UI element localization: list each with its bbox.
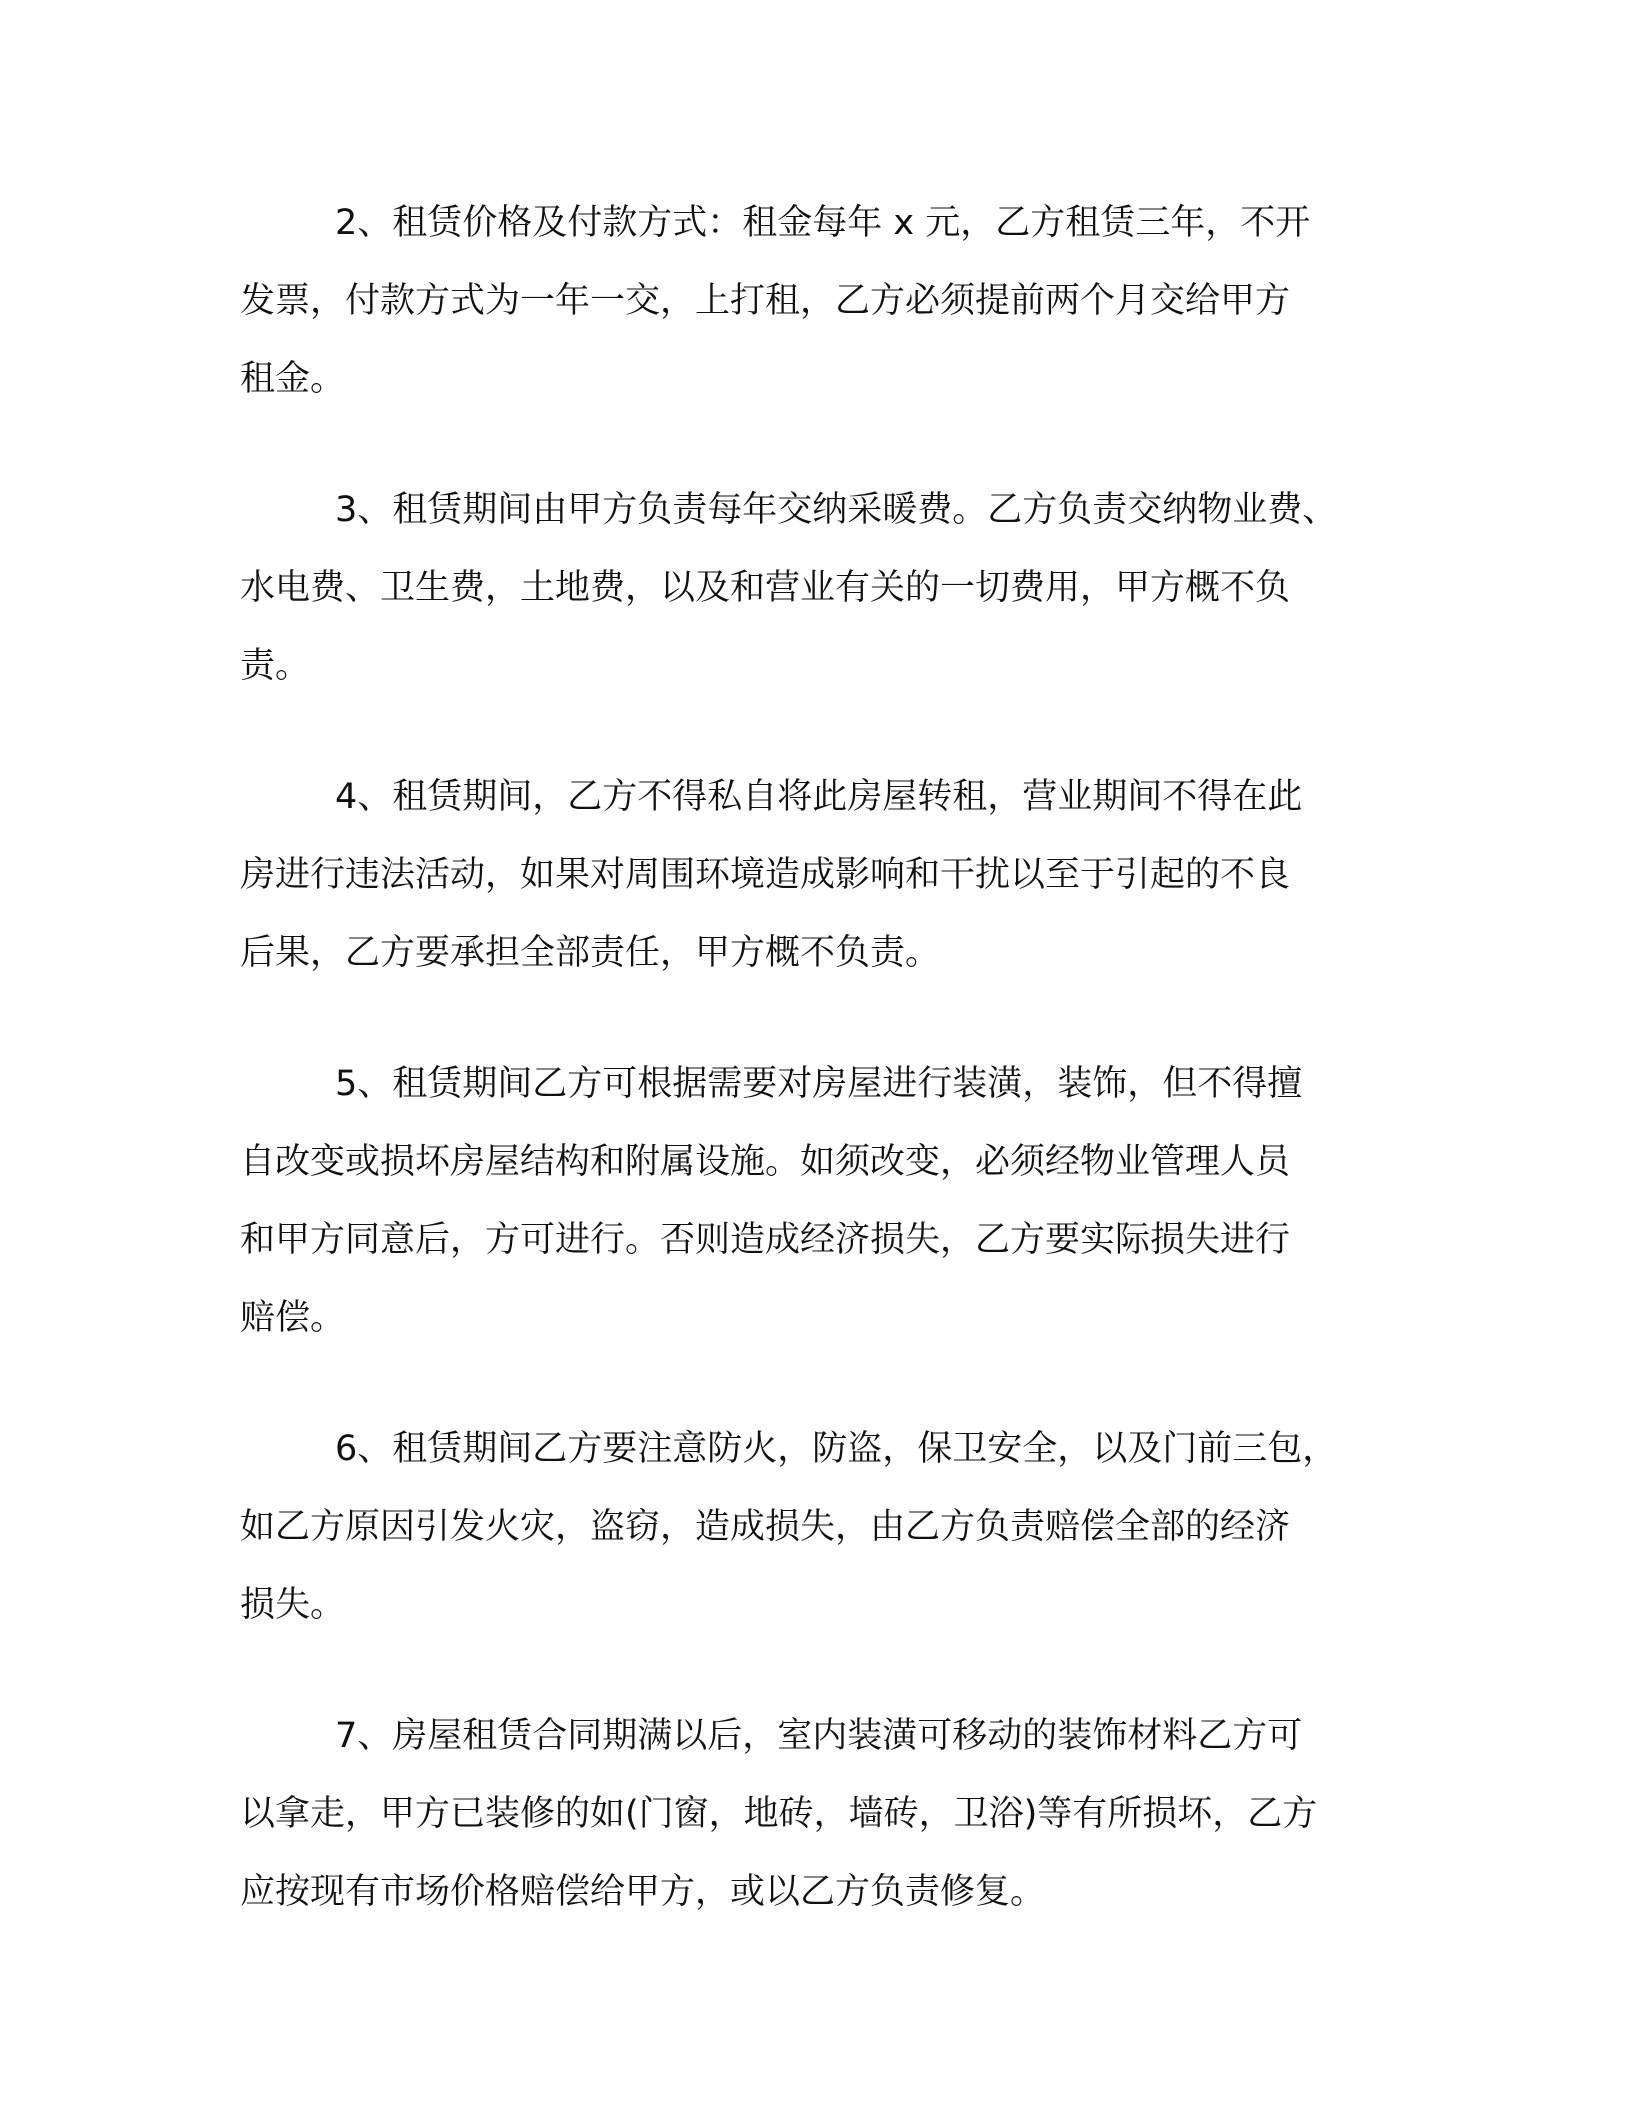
clause-7	[240, 1697, 1380, 1931]
clause-line: 自改变或损坏房屋结构和附属设施。如须改变，必须经物业管理人员	[240, 1142, 1291, 1182]
clause-line: 5、租赁期间乙方可根据需要对房屋进行装潢，装饰，但不得擅	[335, 1064, 1303, 1104]
clause-line: 水电费、卫生费，土地费，以及和营业有关的一切费用，甲方概不负	[240, 568, 1291, 608]
clause-line: 责。	[240, 646, 311, 686]
clause-line: 应按现有市场价格赔偿给甲方，或以乙方负责修复。	[240, 1872, 1046, 1912]
document-body	[240, 184, 1380, 1984]
clause-line: 4、租赁期间，乙方不得私自将此房屋转租，营业期间不得在此	[335, 777, 1303, 817]
clause-line: 3、租赁期间由甲方负责每年交纳采暖费。乙方负责交纳物业费、	[335, 490, 1338, 530]
clause-line: 6、租赁期间乙方要注意防火，防盗，保卫安全，以及门前三包，	[335, 1429, 1338, 1469]
clause-4	[240, 758, 1380, 992]
clause-line: 损失。	[240, 1585, 346, 1625]
clause-line: 2、租赁价格及付款方式：租金每年 x 元，乙方租赁三年，不开	[335, 203, 1311, 243]
clause-line: 后果，乙方要承担全部责任，甲方概不负责。	[240, 933, 941, 973]
clause-line: 发票，付款方式为一年一交，上打租，乙方必须提前两个月交给甲方	[240, 281, 1291, 321]
clause-line: 租金。	[240, 359, 346, 399]
clause-6	[240, 1410, 1380, 1644]
clause-line: 如乙方原因引发火灾，盗窃，造成损失，由乙方负责赔偿全部的经济	[240, 1507, 1291, 1547]
clause-line: 7、房屋租赁合同期满以后，室内装潢可移动的装饰材料乙方可	[335, 1716, 1303, 1756]
clause-line: 房进行违法活动，如果对周围环境造成影响和干扰以至于引起的不良	[240, 855, 1291, 895]
clause-2	[240, 184, 1380, 418]
clause-line: 赔偿。	[240, 1298, 346, 1338]
clause-line: 和甲方同意后，方可进行。否则造成经济损失，乙方要实际损失进行	[240, 1220, 1291, 1260]
clause-5	[240, 1045, 1380, 1357]
clause-line: 以拿走，甲方已装修的如(门窗，地砖，墙砖，卫浴)等有所损坏，乙方	[240, 1794, 1318, 1834]
clause-3	[240, 471, 1380, 705]
